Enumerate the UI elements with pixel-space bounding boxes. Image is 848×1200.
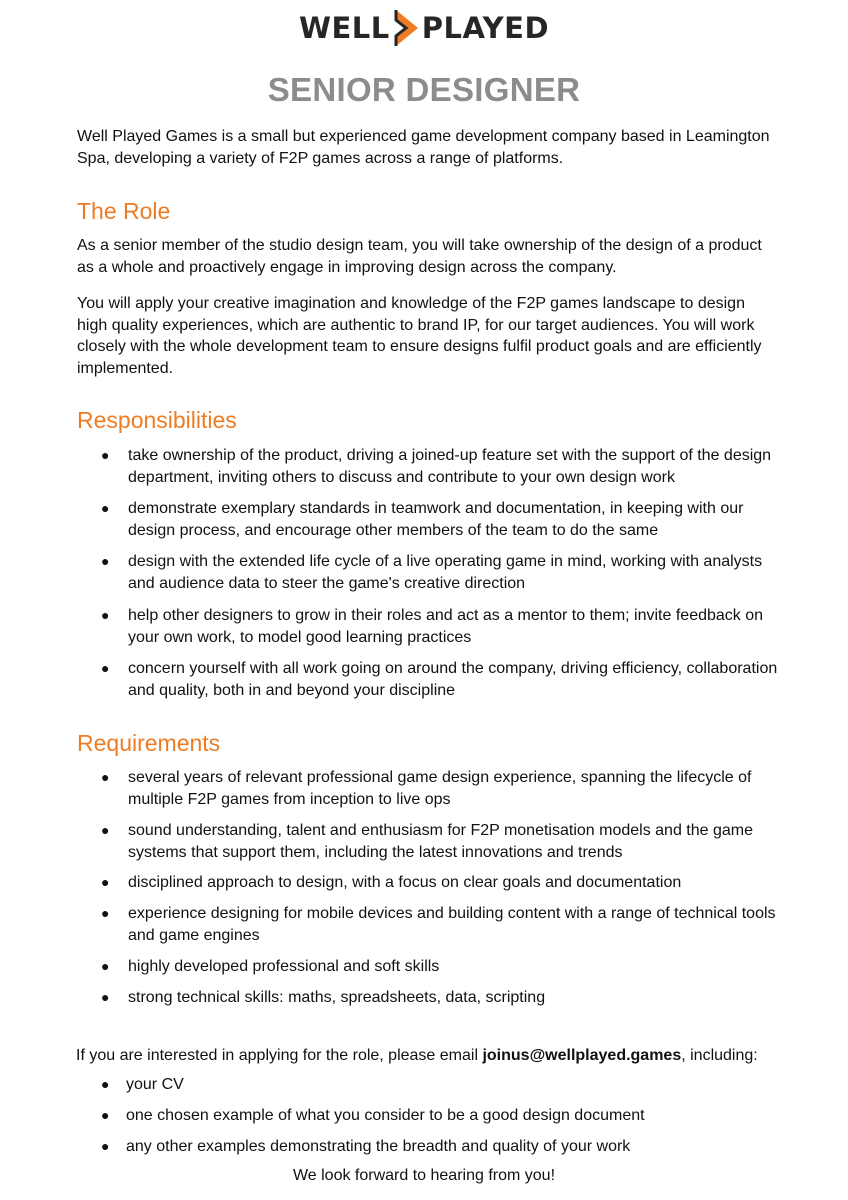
bullet-icon: ● xyxy=(101,769,110,785)
bullet-icon: ● xyxy=(101,1138,110,1154)
bullet-icon: ● xyxy=(101,874,110,890)
list-item-text: several years of relevant professional game design experience, spanning the lifecycle of multiple F2P games from inception to live ops xyxy=(128,769,752,808)
list-item-text: your CV xyxy=(126,1076,184,1093)
apply-text-after: , including: xyxy=(681,1047,758,1064)
role-heading: The Role xyxy=(77,198,171,224)
bullet-icon: ● xyxy=(101,607,110,623)
list-item-text: any other examples demonstrating the breadth and quality of your work xyxy=(126,1138,631,1155)
contact-email-link[interactable]: joinus@wellplayed.games xyxy=(482,1047,682,1064)
list-item-text: highly developed professional and soft skills xyxy=(128,958,440,975)
list-item-text: experience designing for mobile devices and building content with a range of technical tools and game engines xyxy=(128,905,776,944)
bullet-icon: ● xyxy=(101,500,110,516)
list-item-text: demonstrate exemplary standards in teamwork and documentation, in keeping with our design process, and encourage other members of the team to do the same xyxy=(128,500,744,539)
role-paragraph-2: You will apply your creative imagination and knowledge of the F2P games landscape to design high quality experiences, which are authentic to brand IP, for our target audiences. You will work closely with the whole development team to ensure designs fulfil product goals and are efficiently implemented. xyxy=(77,295,762,377)
apply-text-before: If you are interested in applying for the role, please email xyxy=(76,1047,483,1064)
closing-line: We look forward to hearing from you! xyxy=(292,1167,556,1184)
bullet-icon: ● xyxy=(101,553,110,569)
bullet-icon: ● xyxy=(101,1107,110,1123)
bullet-icon: ● xyxy=(101,905,110,921)
requirements-heading: Requirements xyxy=(77,730,221,756)
bullet-icon: ● xyxy=(101,989,110,1005)
bullet-icon: ● xyxy=(101,1076,110,1092)
intro-paragraph: Well Played Games is a small but experienced game development company based in Leamington Spa, developing a variety of F2P games across a range of platforms. xyxy=(77,128,770,167)
logo-word-right: PLAYED xyxy=(421,11,550,45)
responsibilities-heading: Responsibilities xyxy=(77,407,237,433)
list-item-text: concern yourself with all work going on around the company, driving efficiency, collaboration and quality, both in and beyond your discipline xyxy=(128,660,778,699)
list-item-text: sound understanding, talent and enthusiasm for F2P monetisation models and the game systems that support them, including the latest innovations and trends xyxy=(128,822,753,861)
list-item-text: take ownership of the product, driving a joined-up feature set with the support of the design department, inviting others to discuss and contribute to your own design work xyxy=(128,447,772,486)
bullet-icon: ● xyxy=(101,660,110,676)
apply-paragraph xyxy=(76,1045,758,1067)
bullet-icon: ● xyxy=(101,447,110,463)
page-title: SENIOR DESIGNER xyxy=(267,71,581,108)
bullet-icon: ● xyxy=(101,958,110,974)
role-paragraph-1: As a senior member of the studio design team, you will take ownership of the design of a product as a whole and proactively engage in improving design across the company. xyxy=(77,237,762,276)
bullet-icon: ● xyxy=(101,822,110,838)
play-chevron-icon xyxy=(394,8,420,48)
list-item-text: help other designers to grow in their roles and act as a mentor to them; invite feedback on your own work, to model good learning practices xyxy=(128,607,764,646)
company-logo xyxy=(0,6,848,50)
list-item-text: design with the extended life cycle of a live operating game in mind, working with analysts and audience data to steer the game's creative direction xyxy=(128,553,763,592)
list-item-text: one chosen example of what you consider to be a good design document xyxy=(126,1107,645,1124)
list-item-text: disciplined approach to design, with a focus on clear goals and documentation xyxy=(128,874,682,891)
list-item-text: strong technical skills: maths, spreadsheets, data, scripting xyxy=(128,989,546,1006)
logo-word-left: WELL xyxy=(298,11,390,45)
